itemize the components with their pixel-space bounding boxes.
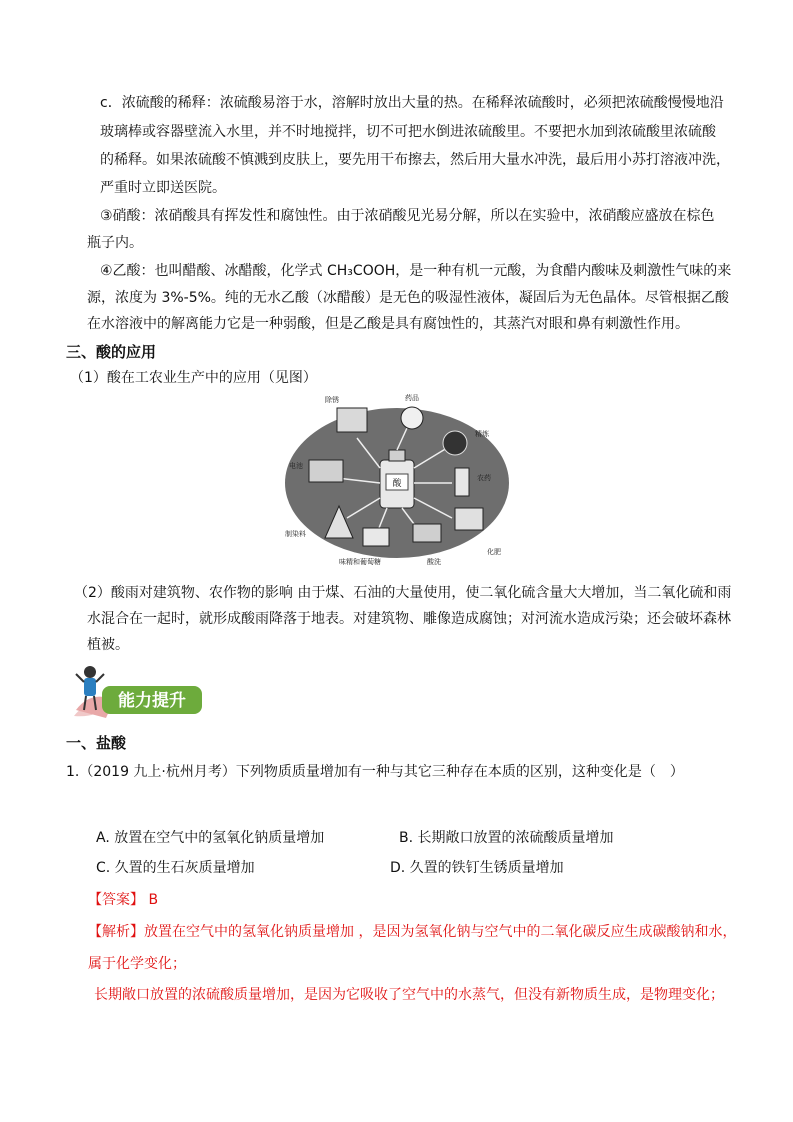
rust-removal-item bbox=[337, 408, 367, 432]
pesticide-item bbox=[455, 468, 469, 496]
para-app1: （1）酸在工农业生产中的应用（见图） bbox=[70, 370, 317, 386]
para-nitric-line1: ③硝酸：浓硝酸具有挥发性和腐蚀性。由于浓硝酸见光易分解，所以在实验中，浓硝酸应盛放在棕色 bbox=[100, 208, 715, 224]
option-d[interactable]: D. 久置的铁钉生锈质量增加 bbox=[390, 860, 564, 876]
center-label: 酸 bbox=[392, 479, 402, 489]
label-pesticide: 农药 bbox=[477, 474, 491, 482]
para-app2-line2: 水混合在一起时，就形成酸雨降落于地表。对建筑物、雕像造成腐蚀；对河流水造成污染；还会破坏森林 bbox=[87, 611, 731, 627]
para-nitric-line2: 瓶子内。 bbox=[87, 235, 143, 251]
analysis-line1: 【解析】放置在空气中的氢氧化钠质量增加 ，是因为氢氧化钠与空气中的二氧化碳反应生成碳酸钠和水， bbox=[88, 924, 737, 940]
analysis-line2: 属于化学变化； bbox=[88, 956, 186, 972]
refine-item bbox=[443, 431, 467, 455]
answer: 【答案】 B bbox=[88, 892, 159, 908]
label-food: 味精和葡萄糖 bbox=[339, 558, 381, 566]
label-battery: 电池 bbox=[289, 462, 303, 470]
para-app2-line1: （2）酸雨对建筑物、农作物的影响 由于煤、石油的大量使用，使二氧化硫含量大大增加，当二氧化硫和雨 bbox=[74, 585, 732, 601]
para-acetic-line2: 源，浓度为 3%-5%。纯的无水乙酸（冰醋酸）是无色的吸湿性液体，凝固后为无色晶体。尽管根据乙酸 bbox=[87, 290, 729, 306]
banner-text: 能力提升 bbox=[118, 691, 186, 711]
para-app2-line3: 植被。 bbox=[87, 637, 129, 653]
para-acetic-line3: 在水溶液中的解离能力它是一种弱酸，但是乙酸是具有腐蚀性的，其蒸汽对眼和鼻有刺激性作用。 bbox=[87, 316, 689, 332]
label-refine: 精炼 bbox=[475, 430, 489, 438]
acid-applications-figure bbox=[277, 388, 517, 570]
analysis-line3: 长期敞口放置的浓硫酸质量增加，是因为它吸收了空气中的水蒸气，但没有新物质生成，是物理变化； bbox=[94, 987, 724, 1003]
heading-acid-applications: 三、酸的应用 bbox=[66, 343, 157, 361]
person-icon bbox=[84, 666, 96, 678]
option-b[interactable]: B. 长期敞口放置的浓硫酸质量增加 bbox=[399, 830, 614, 846]
pickling-item bbox=[413, 524, 441, 542]
question-1: 1.（2019 九上·杭州月考）下列物质质量增加有一种与其它三种存在本质的区别，这种变化是（ ） bbox=[66, 764, 684, 780]
medicine-item bbox=[401, 407, 423, 429]
label-dye: 制染料 bbox=[285, 530, 306, 538]
para-c-line3: 的稀释。如果浓硫酸不慎溅到皮肤上，要先用干布擦去，然后用大量水冲洗，最后用小苏打溶液冲洗， bbox=[100, 152, 730, 168]
label-pickling: 酸洗 bbox=[427, 558, 441, 566]
option-a[interactable]: A. 放置在空气中的氢氧化钠质量增加 bbox=[96, 830, 325, 846]
food-item bbox=[363, 528, 389, 546]
label-fertilizer: 化肥 bbox=[487, 548, 501, 556]
para-c-line1: c．浓硫酸的稀释：浓硫酸易溶于水，溶解时放出大量的热。在稀释浓硫酸时，必须把浓硫酸慢慢地沿 bbox=[100, 95, 724, 111]
label-medicine: 药品 bbox=[405, 394, 419, 402]
label-rust: 除锈 bbox=[325, 396, 339, 404]
option-c[interactable]: C. 久置的生石灰质量增加 bbox=[96, 860, 255, 876]
para-acetic-line1: ④乙酸：也叫醋酸、冰醋酸，化学式 CH₃COOH，是一种有机一元酸，为食醋内酸味及刺激性气味的来 bbox=[100, 263, 732, 279]
battery-item bbox=[309, 460, 343, 482]
para-c-line2: 玻璃棒或容器壁流入水里，并不时地搅拌，切不可把水倒进浓硫酸里。不要把水加到浓硫酸里浓硫酸 bbox=[100, 124, 716, 140]
para-c-line4: 严重时立即送医院。 bbox=[100, 180, 226, 196]
fertilizer-item bbox=[455, 508, 483, 530]
ability-banner bbox=[66, 660, 206, 722]
heading-hcl: 一、盐酸 bbox=[66, 734, 127, 752]
